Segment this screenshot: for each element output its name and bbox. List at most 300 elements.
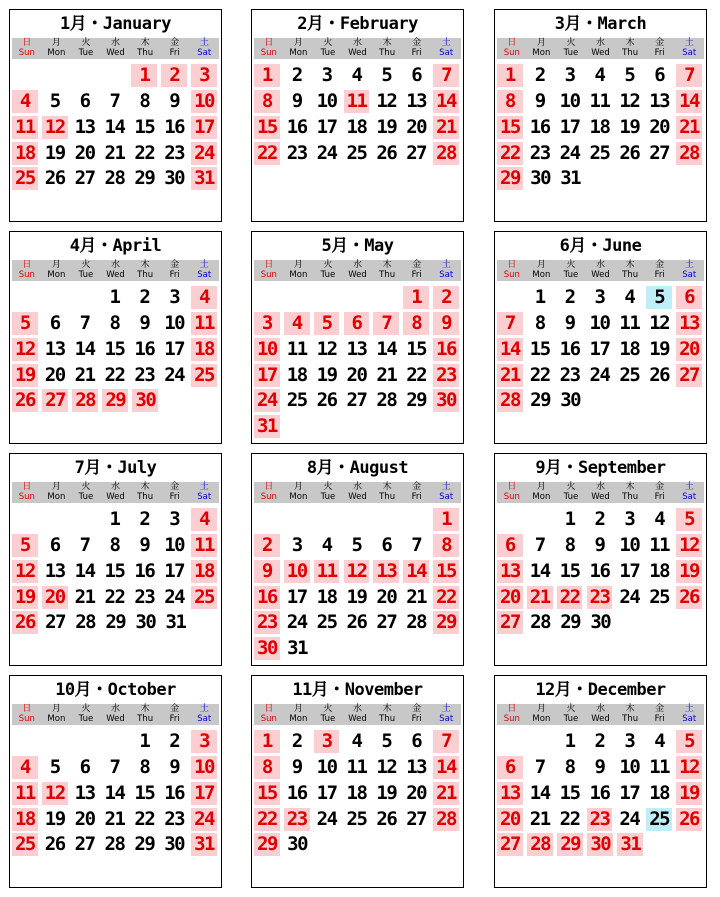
day-cell: 10: [164, 312, 185, 335]
day-cell: 6: [79, 756, 90, 779]
weekday-label: [586, 260, 616, 281]
weekday-jp: 木: [625, 38, 635, 48]
day-cell: 28: [104, 833, 125, 856]
week-row: [254, 337, 463, 363]
weekday-label: [497, 260, 527, 281]
day-cell: 27: [45, 611, 66, 634]
day-cell: 17: [559, 115, 580, 138]
day-cell: 24: [254, 389, 280, 412]
empty-cell: [314, 286, 340, 309]
week-row: [12, 388, 221, 414]
month-title: 9月・September: [535, 458, 666, 478]
day-cell: 13: [74, 115, 95, 138]
weekday-en: Sun: [503, 47, 520, 58]
weekday-en: Sat: [197, 269, 212, 280]
weekday-label: [615, 38, 645, 59]
weekday-label: [645, 260, 675, 281]
day-cell: 11: [344, 90, 370, 113]
day-cell: 23: [433, 364, 459, 387]
day-cell: 21: [406, 585, 427, 608]
day-grid: [254, 729, 463, 858]
day-cell: 15: [254, 782, 280, 805]
day-cell: 18: [12, 142, 38, 165]
weekday-en: Mon: [532, 47, 551, 58]
month-title: 8月・August: [306, 458, 409, 478]
day-cell: 30: [132, 389, 158, 412]
day-cell: 6: [49, 534, 60, 557]
weekday-en: Thu: [379, 269, 396, 280]
day-cell: 10: [254, 338, 280, 361]
weekday-jp: 木: [382, 38, 392, 48]
day-cell: 17: [286, 585, 307, 608]
weekday-en: Tue: [563, 47, 579, 58]
weekday-en: Mon: [532, 269, 551, 280]
week-row: [497, 362, 706, 388]
day-cell: 10: [191, 756, 217, 779]
day-cell: 23: [529, 141, 550, 164]
weekday-en: Thu: [379, 713, 396, 724]
week-row: [254, 285, 463, 311]
day-cell: 6: [344, 312, 370, 335]
weekday-label: [101, 38, 131, 59]
weekday-jp: 金: [170, 704, 180, 714]
day-cell: 18: [191, 560, 217, 583]
day-cell: 6: [79, 90, 90, 113]
weekday-label: [101, 260, 131, 281]
weekday-jp: 土: [441, 704, 451, 714]
weekday-en: Mon: [289, 47, 308, 58]
empty-cell: [284, 286, 310, 309]
day-cell: 17: [316, 115, 337, 138]
empty-cell: [527, 508, 553, 531]
week-row: [12, 140, 221, 166]
day-cell: 17: [164, 559, 185, 582]
day-cell: 24: [191, 142, 217, 165]
weekday-en: Wed: [591, 491, 610, 502]
day-cell: 25: [191, 586, 217, 609]
day-cell: 3: [594, 286, 605, 309]
weekday-label: [254, 38, 284, 59]
weekday-jp: 木: [625, 260, 635, 270]
weekday-jp: 月: [536, 482, 546, 492]
weekday-jp: 土: [684, 482, 694, 492]
day-cell: 6: [654, 64, 665, 87]
day-cell: 6: [49, 312, 60, 335]
day-cell: 26: [316, 389, 337, 412]
day-cell: 15: [433, 560, 459, 583]
weekday-en: Thu: [622, 713, 639, 724]
day-cell: 4: [624, 286, 635, 309]
weekday-en: Tue: [78, 491, 94, 502]
week-row: [497, 63, 706, 89]
week-row: [254, 63, 463, 89]
weekday-en: Tue: [320, 491, 336, 502]
weekday-label: [586, 704, 616, 725]
weekday-label: [556, 38, 586, 59]
day-cell: 5: [49, 756, 60, 779]
weekday-label: [556, 260, 586, 281]
week-row: [497, 337, 706, 363]
weekday-label: [130, 260, 160, 281]
month-title: 4月・April: [69, 236, 162, 256]
weekday-jp: 火: [323, 482, 333, 492]
weekday-jp: 日: [22, 260, 32, 270]
week-row: [12, 337, 221, 363]
day-cell: 28: [72, 389, 98, 412]
day-cell: 11: [314, 560, 340, 583]
weekday-jp: 水: [353, 38, 363, 48]
day-cell: 18: [286, 363, 307, 386]
day-cell: 15: [104, 559, 125, 582]
week-row: [497, 115, 706, 141]
weekday-jp: 月: [536, 38, 546, 48]
weekday-jp: 日: [264, 704, 274, 714]
week-row: [254, 755, 463, 781]
day-cell: 20: [346, 363, 367, 386]
week-row: [12, 285, 221, 311]
day-cell: 7: [109, 756, 120, 779]
empty-cell: [72, 730, 98, 753]
day-cell: 5: [624, 64, 635, 87]
day-cell: 20: [406, 781, 427, 804]
weekday-jp: 土: [441, 260, 451, 270]
day-cell: 3: [169, 508, 180, 531]
weekday-en: Tue: [320, 47, 336, 58]
day-cell: 26: [676, 808, 702, 831]
month-calendar: [9, 9, 222, 222]
weekday-jp: 水: [596, 38, 606, 48]
empty-cell: [254, 508, 280, 531]
week-row: [12, 311, 221, 337]
day-cell: 2: [139, 508, 150, 531]
weekday-en: Mon: [47, 491, 66, 502]
weekday-en: Sat: [682, 491, 697, 502]
day-cell: 15: [529, 337, 550, 360]
day-cell: 19: [676, 560, 702, 583]
month-title: 2月・February: [297, 14, 418, 34]
weekday-label: [674, 260, 704, 281]
day-cell: 15: [134, 115, 155, 138]
day-cell: 18: [316, 585, 337, 608]
day-cell: 28: [433, 808, 459, 831]
day-cell: 4: [191, 508, 217, 531]
weekday-jp: 日: [507, 482, 517, 492]
weekday-label: [402, 704, 432, 725]
weekday-label: [343, 38, 373, 59]
day-cell: 8: [534, 312, 545, 335]
day-cell: 7: [373, 312, 399, 335]
day-cell: 15: [559, 781, 580, 804]
day-cell: 16: [433, 338, 459, 361]
day-cell: 5: [12, 312, 38, 335]
day-cell: 13: [44, 559, 65, 582]
day-cell: 21: [497, 364, 523, 387]
day-cell: 11: [286, 337, 307, 360]
day-cell: 21: [104, 807, 125, 830]
weekday-label: [402, 482, 432, 503]
day-cell: 17: [619, 559, 640, 582]
empty-cell: [254, 286, 280, 309]
day-cell: 25: [191, 364, 217, 387]
week-row: [497, 806, 706, 832]
weekday-label: [313, 704, 343, 725]
day-cell: 12: [316, 337, 337, 360]
weekday-jp: 水: [596, 482, 606, 492]
weekday-jp: 土: [199, 482, 209, 492]
weekday-en: Wed: [106, 47, 125, 58]
weekday-jp: 水: [596, 704, 606, 714]
month-title: 11月・November: [292, 680, 423, 700]
day-cell: 26: [346, 611, 367, 634]
weekday-en: Thu: [137, 713, 154, 724]
day-cell: 3: [314, 730, 340, 753]
day-cell: 30: [287, 833, 308, 856]
day-cell: 20: [44, 363, 65, 386]
day-cell: 29: [557, 833, 583, 856]
weekday-jp: 火: [81, 38, 91, 48]
day-cell: 27: [376, 611, 397, 634]
weekday-label: [586, 482, 616, 503]
day-cell: 23: [587, 808, 613, 831]
day-cell: 27: [497, 611, 523, 634]
day-cell: 15: [497, 116, 523, 139]
weekday-en: Tue: [78, 269, 94, 280]
day-cell: 10: [589, 312, 610, 335]
day-cell: 28: [406, 611, 427, 634]
weekday-label: [645, 482, 675, 503]
day-cell: 23: [254, 611, 280, 634]
weekday-label: [42, 482, 72, 503]
week-row: [12, 63, 221, 89]
day-cell: 10: [191, 90, 217, 113]
day-cell: 22: [557, 586, 583, 609]
day-cell: 31: [191, 167, 217, 190]
weekday-label: [284, 260, 314, 281]
weekday-label: [527, 482, 557, 503]
day-cell: 25: [286, 389, 307, 412]
weekday-jp: 木: [140, 260, 150, 270]
weekday-label: [130, 482, 160, 503]
week-row: [12, 584, 221, 610]
day-cell: 31: [254, 415, 280, 438]
weekday-label: [402, 260, 432, 281]
weekday-jp: 月: [51, 704, 61, 714]
day-cell: 31: [287, 637, 308, 660]
day-cell: 27: [649, 141, 670, 164]
weekday-en: Fri: [169, 491, 180, 502]
weekday-label: [372, 38, 402, 59]
weekday-en: Fri: [654, 713, 665, 724]
day-cell: 14: [529, 781, 550, 804]
weekday-jp: 水: [353, 260, 363, 270]
day-cell: 23: [587, 586, 613, 609]
day-cell: 12: [12, 338, 38, 361]
month-calendar: [494, 231, 707, 444]
weekday-jp: 火: [566, 704, 576, 714]
day-cell: 28: [530, 611, 551, 634]
weekday-en: Sat: [439, 491, 454, 502]
weekday-label: [615, 704, 645, 725]
weekday-header: [12, 704, 219, 725]
empty-cell: [344, 286, 370, 309]
week-row: [254, 89, 463, 115]
day-cell: 4: [654, 730, 665, 753]
day-grid: [12, 285, 221, 414]
day-cell: 1: [254, 730, 280, 753]
day-cell: 22: [104, 585, 125, 608]
weekday-label: [254, 260, 284, 281]
weekday-jp: 火: [566, 38, 576, 48]
weekday-label: [372, 704, 402, 725]
day-cell: 13: [44, 337, 65, 360]
day-cell: 21: [676, 116, 702, 139]
weekday-label: [313, 482, 343, 503]
month-calendar: [9, 453, 222, 666]
day-cell: 17: [164, 337, 185, 360]
week-row: [254, 806, 463, 832]
day-cell: 5: [381, 64, 392, 87]
day-cell: 15: [104, 337, 125, 360]
weekday-en: Sat: [439, 269, 454, 280]
day-cell: 30: [135, 611, 156, 634]
day-cell: 10: [559, 90, 580, 113]
day-cell: 19: [44, 807, 65, 830]
empty-cell: [42, 730, 68, 753]
weekday-en: Sun: [503, 491, 520, 502]
month-calendar: [251, 453, 464, 666]
weekday-label: [645, 704, 675, 725]
week-row: [12, 507, 221, 533]
day-cell: 24: [286, 611, 307, 634]
day-cell: 18: [346, 115, 367, 138]
week-row: [497, 166, 706, 192]
weekday-jp: 金: [170, 482, 180, 492]
week-row: [497, 832, 706, 858]
day-cell: 13: [74, 781, 95, 804]
week-row: [254, 781, 463, 807]
empty-cell: [497, 730, 523, 753]
weekday-label: [42, 260, 72, 281]
day-cell: 24: [619, 585, 640, 608]
day-cell: 9: [169, 756, 180, 779]
day-cell: 26: [12, 611, 38, 634]
day-cell: 29: [134, 167, 155, 190]
day-cell: 6: [497, 756, 523, 779]
day-cell: 4: [594, 64, 605, 87]
day-cell: 31: [560, 167, 581, 190]
weekday-en: Sun: [503, 269, 520, 280]
day-cell: 30: [254, 637, 280, 660]
day-cell: 29: [530, 389, 551, 412]
weekday-en: Thu: [622, 47, 639, 58]
day-cell: 15: [254, 116, 280, 139]
week-row: [497, 610, 706, 636]
day-cell: 4: [12, 756, 38, 779]
weekday-en: Sat: [197, 47, 212, 58]
day-cell: 5: [351, 534, 362, 557]
week-row: [254, 140, 463, 166]
day-cell: 9: [594, 756, 605, 779]
empty-cell: [497, 286, 523, 309]
weekday-jp: 土: [199, 704, 209, 714]
weekday-en: Tue: [320, 713, 336, 724]
day-cell: 28: [104, 167, 125, 190]
empty-cell: [42, 64, 68, 87]
day-cell: 18: [191, 338, 217, 361]
weekday-en: Sun: [260, 47, 277, 58]
weekday-label: [284, 704, 314, 725]
weekday-label: [497, 482, 527, 503]
weekday-en: Fri: [654, 47, 665, 58]
weekday-label: [674, 38, 704, 59]
day-grid: [12, 729, 221, 858]
weekday-en: Fri: [411, 491, 422, 502]
weekday-label: [12, 260, 42, 281]
weekday-en: Fri: [654, 491, 665, 502]
day-cell: 10: [619, 534, 640, 557]
day-cell: 13: [406, 90, 427, 113]
weekday-jp: 月: [51, 260, 61, 270]
day-cell: 29: [433, 611, 459, 634]
day-cell: 25: [12, 167, 38, 190]
weekday-jp: 水: [111, 482, 121, 492]
day-cell: 5: [381, 730, 392, 753]
empty-cell: [344, 508, 370, 531]
weekday-en: Tue: [78, 713, 94, 724]
weekday-jp: 日: [264, 260, 274, 270]
weekday-label: [189, 704, 219, 725]
day-cell: 26: [619, 141, 640, 164]
day-cell: 27: [74, 833, 95, 856]
week-row: [497, 507, 706, 533]
day-grid: [497, 729, 706, 858]
day-cell: 1: [403, 286, 429, 309]
day-grid: [254, 63, 463, 166]
weekday-label: [497, 38, 527, 59]
weekday-jp: 土: [684, 704, 694, 714]
empty-cell: [527, 730, 553, 753]
day-cell: 24: [191, 808, 217, 831]
day-cell: 14: [433, 90, 459, 113]
day-cell: 19: [12, 364, 38, 387]
day-cell: 22: [134, 141, 155, 164]
day-cell: 2: [291, 730, 302, 753]
weekday-jp: 火: [566, 482, 576, 492]
day-cell: 4: [351, 64, 362, 87]
day-cell: 23: [559, 363, 580, 386]
day-cell: 20: [649, 115, 670, 138]
week-row: [254, 362, 463, 388]
day-cell: 24: [164, 585, 185, 608]
weekday-jp: 日: [264, 38, 274, 48]
day-cell: 12: [344, 560, 370, 583]
weekday-jp: 木: [140, 704, 150, 714]
day-cell: 24: [589, 363, 610, 386]
day-cell: 8: [109, 534, 120, 557]
week-row: [254, 533, 463, 559]
weekday-en: Thu: [137, 269, 154, 280]
day-cell: 22: [433, 586, 459, 609]
week-row: [12, 806, 221, 832]
empty-cell: [314, 508, 340, 531]
weekday-jp: 火: [81, 260, 91, 270]
day-cell: 1: [131, 64, 157, 87]
day-cell: 5: [314, 312, 340, 335]
day-cell: 23: [164, 141, 185, 164]
day-cell: 13: [373, 560, 399, 583]
weekday-jp: 水: [111, 260, 121, 270]
weekday-en: Sun: [18, 269, 35, 280]
